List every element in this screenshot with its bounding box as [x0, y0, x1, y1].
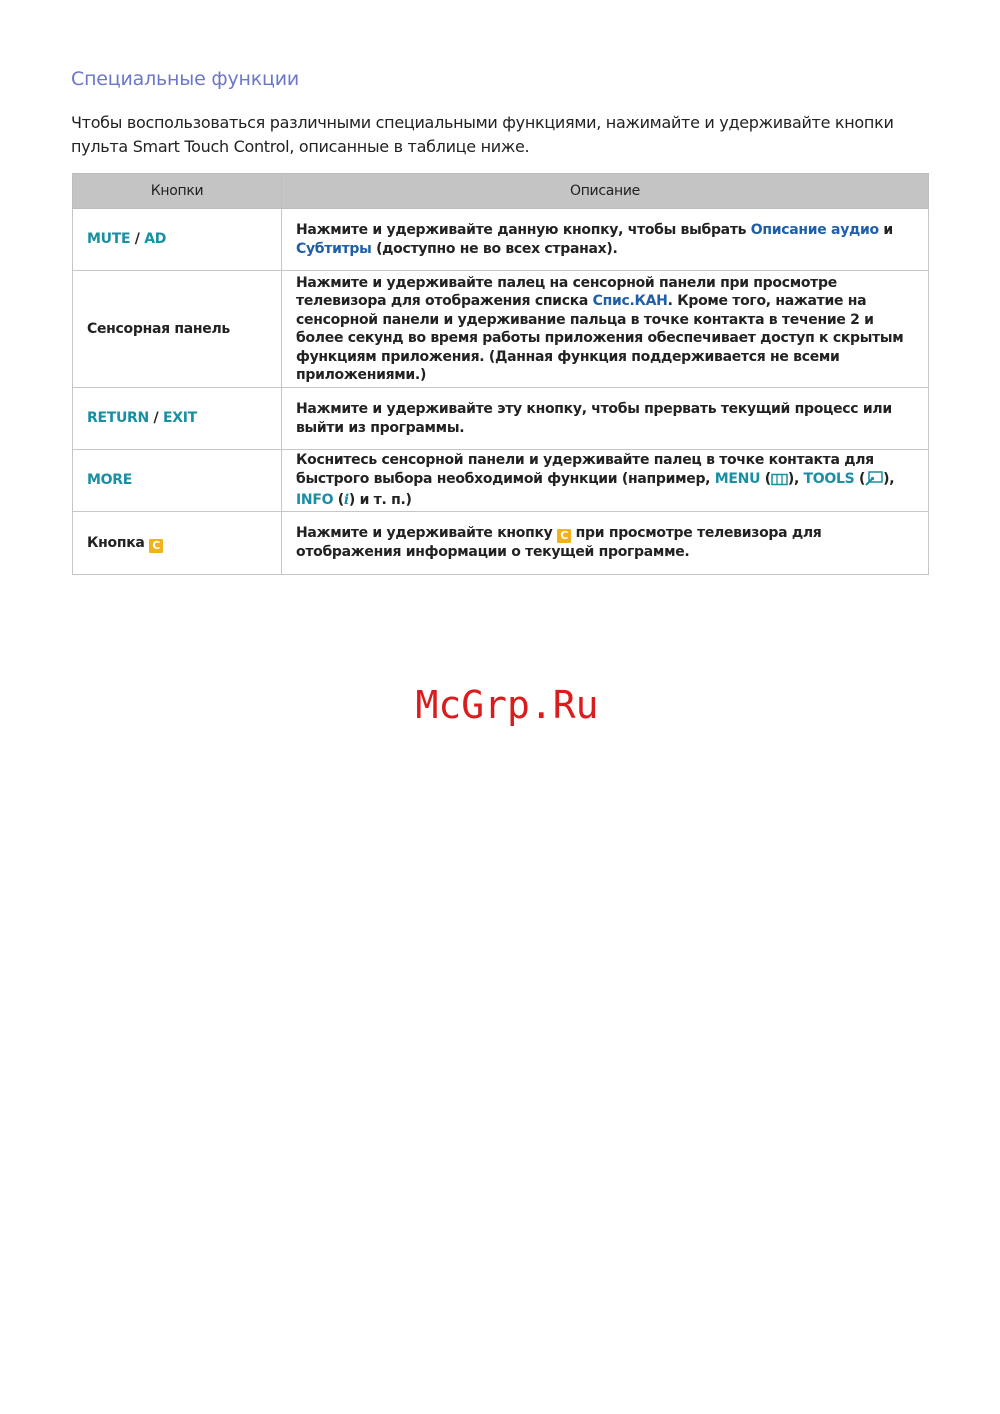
menu-grid-icon — [771, 473, 788, 492]
paren-open: ( — [333, 492, 344, 509]
column-header-description: Описание — [282, 174, 929, 209]
watermark: McGrp.Ru — [415, 683, 599, 727]
paren-close: ), — [787, 470, 804, 487]
c-button-badge: C — [557, 529, 571, 543]
button-cell — [73, 209, 282, 271]
description-text: Коснитесь сенсорной панели и удерживайте палец в точке контакта для быстрого выбора необходимой функции (например, — [296, 452, 874, 487]
table-row — [73, 271, 929, 388]
table-header-row — [73, 174, 929, 209]
info-key: INFO — [296, 492, 334, 509]
table-row — [73, 388, 929, 450]
section-title: Специальные функции — [71, 68, 300, 90]
description-cell — [282, 271, 929, 388]
channel-list-link: Спис.КАН — [592, 293, 668, 309]
intro-paragraph: Чтобы воспользоваться различными специальными функциями, нажимайте и удерживайте кнопки пульта Smart Touch Control, описанные в таблице ниже. — [71, 113, 894, 156]
description-text: и — [878, 222, 893, 238]
tools-key: TOOLS — [803, 470, 855, 487]
description-cell — [282, 209, 929, 271]
button-label: Кнопка — [87, 534, 150, 551]
description-text: ) и т. п.) — [348, 492, 412, 509]
description-text: . Кроме того, нажатие на сенсорной панели и удерживание пальца в точке контакта в течение 2 и более секунд во время работы приложения обеспечивает доступ к скрытым функциям приложения. (Данная функция поддерживается не всеми приложениями.) — [296, 293, 904, 383]
description-text: (доступно не во всех странах). — [371, 240, 618, 257]
table-row — [73, 512, 929, 575]
key-separator: / — [130, 231, 145, 248]
description-text: Нажмите и удерживайте палец на сенсорной панели при просмотре телевизора для отображения списка — [296, 274, 837, 309]
paren-open: ( — [760, 470, 771, 487]
audio-description-link: Описание аудио — [750, 222, 879, 238]
button-cell — [73, 512, 282, 575]
functions-table — [72, 173, 929, 575]
button-cell — [73, 450, 282, 512]
info-icon: i — [343, 492, 349, 509]
button-cell: Сенсорная панель — [73, 271, 282, 388]
table-row — [73, 209, 929, 271]
mute-key: MUTE — [87, 231, 131, 248]
tools-icon — [865, 471, 883, 492]
description-cell — [282, 512, 929, 575]
description-text: Нажмите и удерживайте данную кнопку, чтобы выбрать — [296, 222, 751, 238]
exit-key: EXIT — [162, 410, 197, 427]
ad-key: AD — [144, 231, 167, 248]
return-key: RETURN — [87, 410, 149, 427]
description-cell: Нажмите и удерживайте эту кнопку, чтобы прервать текущий процесс или выйти из программы. — [282, 388, 929, 450]
description-cell — [282, 450, 929, 512]
paren-open: ( — [854, 470, 866, 487]
paren-close: ), — [883, 470, 895, 487]
button-cell — [73, 388, 282, 450]
column-header-buttons: Кнопки — [73, 174, 282, 209]
table-row — [73, 450, 929, 512]
more-key: MORE — [87, 472, 132, 489]
description-text: Нажмите и удерживайте кнопку — [296, 525, 558, 542]
key-separator: / — [148, 410, 163, 427]
menu-key: MENU — [714, 470, 761, 487]
subtitles-link: Субтитры — [296, 240, 372, 257]
description-text: при просмотре телевизора для отображения информации о текущей программе. — [296, 525, 822, 561]
c-button-badge: C — [149, 539, 163, 553]
